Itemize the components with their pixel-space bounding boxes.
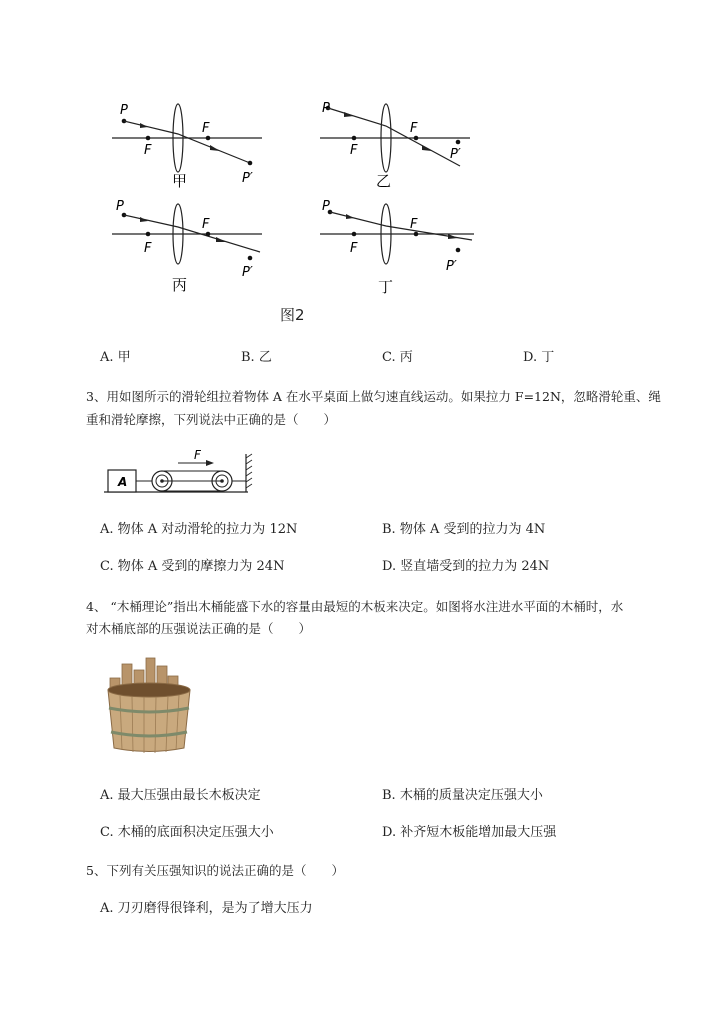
q2-option-d: D. 丁 (523, 350, 555, 365)
wooden-bucket-image (104, 656, 194, 756)
q4-option-c: C. 木桶的底面积决定压强大小 (100, 825, 274, 840)
q5-stem-line1: 5、下列有关压强知识的说法正确的是（ ） (86, 863, 344, 878)
q3-option-d: D. 竖直墙受到的拉力为 24N (382, 559, 550, 574)
figure-2 (100, 90, 480, 330)
point-p-label: P (116, 199, 124, 214)
diagram-label-jia: 甲 (172, 172, 188, 190)
image-point-label: P′ (242, 265, 253, 280)
diagram-label-ding: 丁 (378, 278, 394, 296)
focus-left-label: F (144, 241, 152, 256)
pulley-figure (102, 448, 254, 498)
focus-right-label: F (410, 121, 418, 136)
focus-left-label: F (350, 143, 358, 158)
q3-stem-line1: 3、用如图所示的滑轮组拉着物体 A 在水平桌面上做匀速直线运动。如果拉力 F=12N，忽略滑轮重、绳 (86, 389, 661, 404)
force-f-label: F (194, 448, 201, 462)
focus-right-label: F (202, 217, 210, 232)
point-p-label: P (120, 103, 128, 118)
image-point-label: P′ (450, 147, 461, 162)
point-p-label: P (322, 101, 330, 116)
q3-option-b: B. 物体 A 受到的拉力为 4N (382, 522, 546, 537)
image-point-label: P′ (242, 171, 253, 186)
q3-option-a: A. 物体 A 对动滑轮的拉力为 12N (100, 522, 298, 537)
focus-left-label: F (350, 241, 358, 256)
block-a-label: A (118, 475, 128, 489)
diagram-label-yi: 乙 (376, 172, 392, 190)
q4-stem-line1: 4、 “木桶理论”指出木桶能盛下水的容量由最短的木板来决定。如图将水注进水平面的木桶时，水 (86, 599, 624, 614)
q3-option-c: C. 物体 A 受到的摩擦力为 24N (100, 559, 285, 574)
focus-right-label: F (410, 217, 418, 232)
point-p-label: P (322, 199, 330, 214)
q2-option-b: B. 乙 (241, 350, 272, 365)
lens-diagram-jia (100, 90, 280, 190)
q4-option-b: B. 木桶的质量决定压强大小 (382, 788, 543, 803)
lens-diagram-ding (308, 198, 488, 298)
q4-stem-line2: 对木桶底部的压强说法正确的是（ ） (86, 621, 312, 636)
lens-diagram-yi (308, 90, 488, 190)
q5-option-a: A. 刀刃磨得很锋利，是为了增大压力 (100, 901, 313, 916)
q2-option-c: C. 丙 (382, 350, 413, 365)
q2-option-a: A. 甲 (100, 350, 131, 365)
image-point-label: P′ (446, 259, 457, 274)
focus-right-label: F (202, 121, 210, 136)
lens-diagram-bing (100, 198, 280, 298)
q4-option-d: D. 补齐短木板能增加最大压强 (382, 825, 557, 840)
q3-stem-line2: 重和滑轮摩擦，下列说法中正确的是（ ） (86, 412, 337, 427)
q4-option-a: A. 最大压强由最长木板决定 (100, 788, 261, 803)
focus-left-label: F (144, 143, 152, 158)
figure-caption: 图2 (280, 306, 305, 324)
diagram-label-bing: 丙 (172, 276, 188, 294)
